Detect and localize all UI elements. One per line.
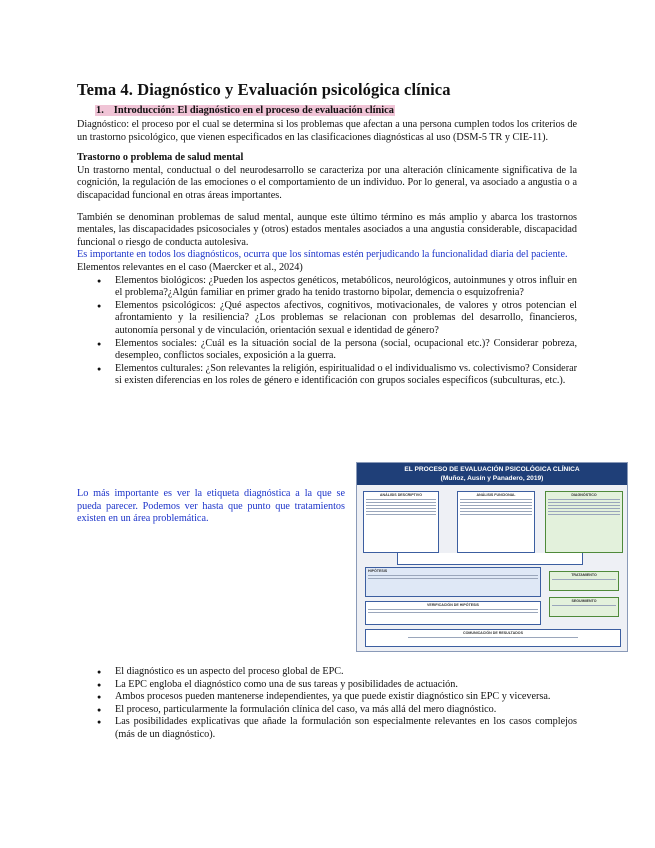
diagram-box-label: ANÁLISIS FUNCIONAL (476, 493, 516, 497)
paragraph-2: También se denominan problemas de salud mental, aunque este último término es más amplio y abarca los trastornos mentales, las discapacidades psicosociales y (otros) estados mentales asociados a una angustia considerable, discapacidad funcional o riesgo de conducta autolesiva. (77, 211, 577, 248)
diagram-box-descriptive (363, 491, 439, 553)
list-item: ● Elementos psicológicos: ¿Qué aspectos afectivos, cognitivos, motivacionales, de valores y otros potencian el afrontamiento y la resiliencia? ¿Los problemas se relacionan con problemas del desarrollo, financieros, autonomía personal y de vinculación, orientación sexual e identidad de género? (77, 300, 577, 338)
diagram-box-label: SEGUIMIENTO (571, 599, 597, 603)
list-item: ● Las posibilidades explicativas que añade la formulación son especialmente relevantes en los casos complejos (más de un diagnóstico). (77, 716, 577, 741)
diagram-box-verification (365, 601, 541, 625)
list-item: ● La EPC engloba el diagnóstico como una de sus tareas y posibilidades de actuación. (77, 679, 577, 692)
process-diagram (356, 462, 628, 652)
side-note: Lo más importante es ver la etiqueta diagnóstica a la que se pueda parecer. Podemos ver hasta que punto que tratamientos existen en un área problemática. (77, 488, 345, 525)
diagram-connector (397, 553, 583, 565)
elements-list (77, 275, 577, 388)
list-item: ● Elementos sociales: ¿Cuál es la situación social de la persona (social, ocupacional etc.)? Considerar pobreza, desempleo, conflictos sociales, exposición a la guerra. (77, 338, 577, 363)
diagram-box-hypothesis (365, 567, 541, 597)
diagram-box-label: DIAGNÓSTICO (571, 493, 597, 497)
diagram-header (357, 463, 627, 485)
elements-intro: Elementos relevantes en el caso (Maercker et al., 2024) (77, 261, 303, 273)
page-title: Tema 4. Diagnóstico y Evaluación psicológica clínica (77, 80, 451, 99)
section-heading (95, 104, 577, 117)
diagram-box-treatment (549, 571, 619, 591)
diagram-box-followup (549, 597, 619, 617)
diagram-box-communication (365, 629, 621, 647)
diagram-box-label: VERIFICACIÓN DE HIPÓTESIS (427, 603, 479, 607)
diagram-subtitle: (Muñoz, Ausín y Panadero, 2019) (440, 475, 544, 482)
diagram-box-functional (457, 491, 535, 553)
important-note: Es importante en todos los diagnósticos, ocurra que los síntomas estén perjudicando la funcionalidad diaria del paciente. (77, 249, 568, 261)
diagram-box-label: TRATAMIENTO (571, 573, 597, 577)
document-body (77, 80, 577, 388)
definition-paragraph: Diagnóstico: el proceso por el cual se determina si los problemas que afectan a una persona cumplen todos los criterios de un trastorno psicológico, que vienen especificados en las clasificaciones diagnósticas al uso (DSM-5 TR y CIE-11). (77, 119, 577, 143)
diagram-box-label: COMUNICACIÓN DE RESULTADOS (463, 631, 523, 635)
list-item: ● Elementos culturales: ¿Son relevantes la religión, espiritualidad o el individualismo vs. colectivismo? Considerar si existen diferencias en los roles de género e identificación con grupos sociales específicos (subculturas, etc.). (77, 363, 577, 388)
list-item: ● El diagnóstico es un aspecto del proceso global de EPC. (77, 666, 577, 679)
list-item: ● El proceso, particularmente la formulación clínica del caso, va más allá del mero diagnóstico. (77, 704, 577, 717)
subheading: Trastorno o problema de salud mental (77, 152, 244, 164)
conclusions-list (77, 666, 577, 742)
diagram-box-label: HIPÓTESIS (368, 569, 388, 573)
list-item: ● Elementos biológicos: ¿Pueden los aspectos genéticos, metabólicos, neurológicos, autoinmunes y otros influir en el problema?¿Algún familiar en primer grado ha tenido trastorno bipolar, demencia o esquizofrenia? (77, 275, 577, 300)
diagram-box-diagnosis (545, 491, 623, 553)
section-number: 1. (96, 105, 104, 116)
diagram-box-label: ANÁLISIS DESCRIPTIVO (379, 493, 423, 497)
list-item: ● Ambos procesos pueden mantenerse independientes, ya que puede existir diagnóstico sin EPC y viceversa. (77, 691, 577, 704)
section-heading-text: Introducción: El diagnóstico en el proceso de evaluación clínica (113, 105, 394, 116)
paragraph-1: Un trastorno mental, conductual o del neurodesarrollo se caracteriza por una alteración clínicamente significativa de la cognición, la regulación de las emociones o el comportamiento de un individuo. Por lo general, va asociado a angustia o a discapacidad funcional en otras áreas importantes. (77, 164, 577, 201)
diagram-title: EL PROCESO DE EVALUACIÓN PSICOLÓGICA CLÍNICA (404, 466, 580, 473)
